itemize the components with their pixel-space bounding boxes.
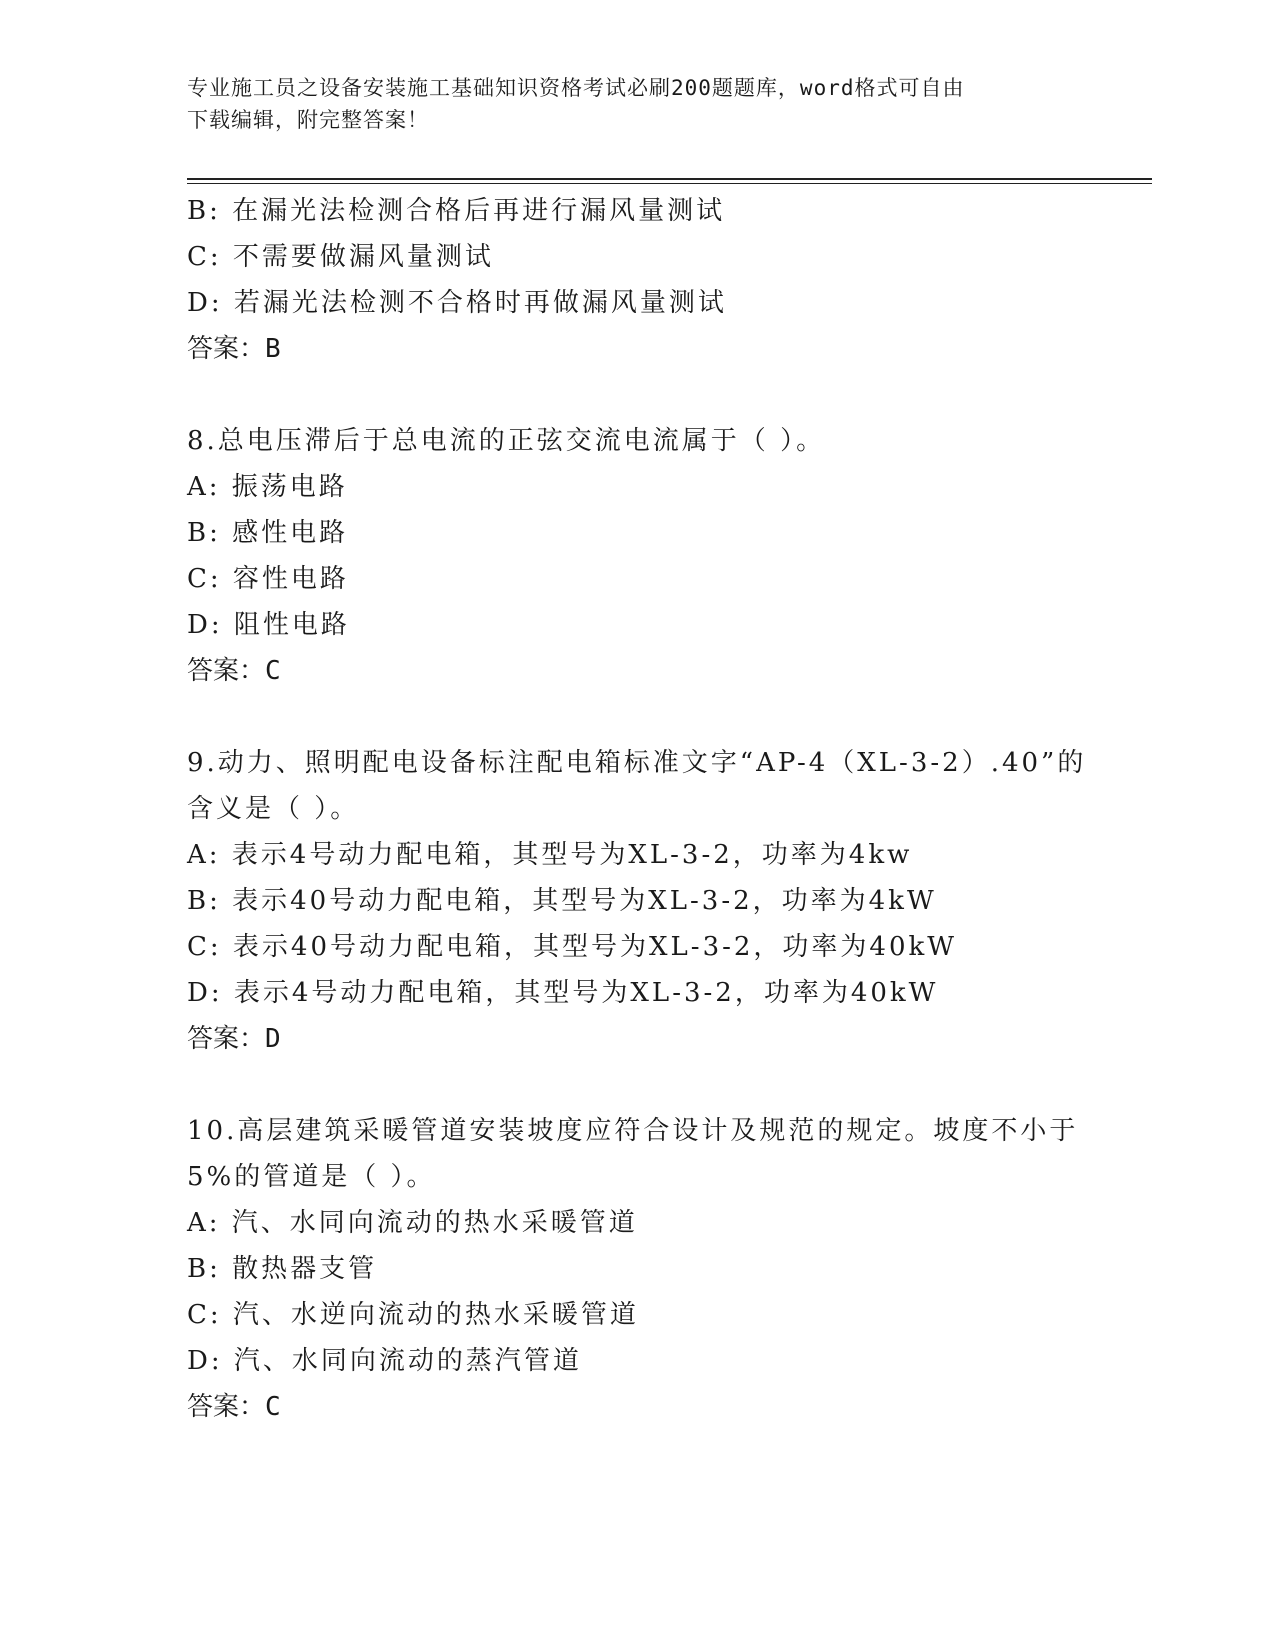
option-c: C: 表示40号动力配电箱，其型号为XL-3-2，功率为40kW	[187, 932, 957, 962]
option-d: D: 表示4号动力配电箱，其型号为XL-3-2，功率为40kW	[187, 978, 939, 1008]
option-d: D: 汽、水同向流动的蒸汽管道	[187, 1346, 582, 1376]
question-stem: 8.总电压滞后于总电流的正弦交流电流属于（ ）。	[187, 426, 826, 456]
spacer	[187, 1062, 1087, 1108]
option-d: D: 阻性电路	[187, 610, 350, 640]
answer-line: 答案：D	[187, 1024, 281, 1054]
option-c: C: 容性电路	[187, 564, 349, 594]
spacer	[187, 694, 1087, 740]
option-b: B: 散热器支管	[187, 1254, 378, 1284]
header-line-2: 下载编辑，附完整答案！	[187, 108, 429, 132]
answer-line: 答案：C	[187, 1392, 281, 1422]
option-a: A: 汽、水同向流动的热水采暖管道	[187, 1208, 638, 1238]
question-block-10	[187, 1108, 1087, 1430]
question-stem: 9.动力、照明配电设备标注配电箱标准文字“AP-4（XL-3-2）.40”的	[187, 748, 1087, 778]
document-header	[187, 72, 1067, 136]
option-a: A: 振荡电路	[187, 472, 348, 502]
header-divider-thick	[187, 178, 1152, 180]
answer-line: 答案：B	[187, 334, 281, 364]
option-b: B: 感性电路	[187, 518, 349, 548]
question-stem-continued: 含义是（ ）。	[187, 794, 360, 824]
answer-line: 答案：C	[187, 656, 281, 686]
option-c: C: 不需要做漏风量测试	[187, 242, 494, 272]
option-d: D: 若漏光法检测不合格时再做漏风量测试	[187, 288, 727, 318]
question-block-9	[187, 740, 1087, 1062]
question-block-7	[187, 188, 1087, 372]
option-b: B: 在漏光法检测合格后再进行漏风量测试	[187, 196, 726, 226]
option-a: A: 表示4号动力配电箱，其型号为XL-3-2，功率为4kw	[187, 840, 913, 870]
spacer	[187, 372, 1087, 418]
question-stem-continued: 5%的管道是（ ）。	[187, 1162, 436, 1192]
option-b: B: 表示40号动力配电箱，其型号为XL-3-2，功率为4kW	[187, 886, 937, 916]
header-line-1: 专业施工员之设备安装施工基础知识资格考试必刷200题题库，word格式可自由	[187, 76, 965, 100]
question-block-8	[187, 418, 1087, 694]
question-stem: 10.高层建筑采暖管道安装坡度应符合设计及规范的规定。坡度不小于	[187, 1116, 1079, 1146]
question-list	[187, 188, 1087, 1430]
header-divider-thin	[187, 183, 1152, 184]
option-c: C: 汽、水逆向流动的热水采暖管道	[187, 1300, 639, 1330]
